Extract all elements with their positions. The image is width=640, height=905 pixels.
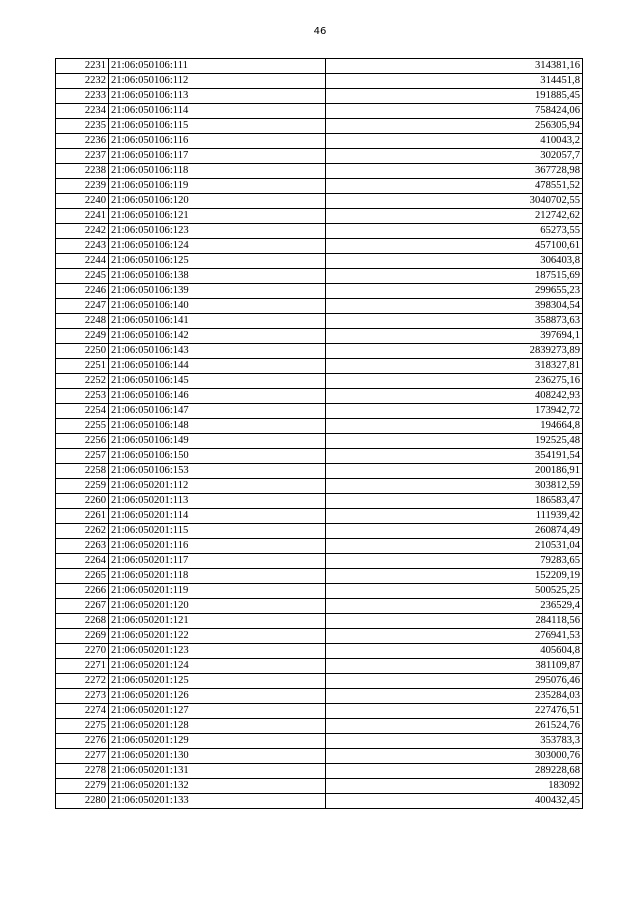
table-row (56, 509, 583, 524)
value-cell: 276941,53 (326, 629, 583, 644)
cadastral-number-cell: 21:06:050106:117 (109, 149, 326, 164)
cadastral-number-cell: 21:06:050106:146 (109, 389, 326, 404)
cadastral-number-cell: 21:06:050201:124 (109, 659, 326, 674)
table-row (56, 584, 583, 599)
row-number-cell: 2265 (56, 569, 109, 584)
table-row (56, 569, 583, 584)
table-row (56, 59, 583, 74)
value-cell: 303812,59 (326, 479, 583, 494)
row-number-cell: 2236 (56, 134, 109, 149)
row-number-cell: 2275 (56, 719, 109, 734)
cadastral-number-cell: 21:06:050106:118 (109, 164, 326, 179)
value-cell: 302057,7 (326, 149, 583, 164)
row-number-cell: 2255 (56, 419, 109, 434)
cadastral-number-cell: 21:06:050201:125 (109, 674, 326, 689)
table-row (56, 674, 583, 689)
cadastral-number-cell: 21:06:050106:145 (109, 374, 326, 389)
table-row (56, 239, 583, 254)
cadastral-number-cell: 21:06:050106:113 (109, 89, 326, 104)
row-number-cell: 2277 (56, 749, 109, 764)
value-cell: 354191,54 (326, 449, 583, 464)
cadastral-number-cell: 21:06:050201:130 (109, 749, 326, 764)
value-cell: 314381,16 (326, 59, 583, 74)
cadastral-number-cell: 21:06:050106:123 (109, 224, 326, 239)
value-cell: 318327,81 (326, 359, 583, 374)
table-row (56, 89, 583, 104)
value-cell: 111939,42 (326, 509, 583, 524)
cadastral-number-cell: 21:06:050201:118 (109, 569, 326, 584)
value-cell: 65273,55 (326, 224, 583, 239)
table-row (56, 644, 583, 659)
table-row (56, 374, 583, 389)
row-number-cell: 2279 (56, 779, 109, 794)
row-number-cell: 2260 (56, 494, 109, 509)
value-cell: 79283,65 (326, 554, 583, 569)
table-row (56, 194, 583, 209)
value-cell: 2839273,89 (326, 344, 583, 359)
row-number-cell: 2268 (56, 614, 109, 629)
row-number-cell: 2233 (56, 89, 109, 104)
row-number-cell: 2244 (56, 254, 109, 269)
value-cell: 256305,94 (326, 119, 583, 134)
value-cell: 260874,49 (326, 524, 583, 539)
cadastral-number-cell: 21:06:050106:149 (109, 434, 326, 449)
row-number-cell: 2253 (56, 389, 109, 404)
table-row (56, 779, 583, 794)
cadastral-number-cell: 21:06:050201:133 (109, 794, 326, 809)
table-row (56, 329, 583, 344)
cadastral-number-cell: 21:06:050106:147 (109, 404, 326, 419)
row-number-cell: 2274 (56, 704, 109, 719)
cadastral-number-cell: 21:06:050106:138 (109, 269, 326, 284)
row-number-cell: 2234 (56, 104, 109, 119)
cadastral-number-cell: 21:06:050106:120 (109, 194, 326, 209)
table-row (56, 299, 583, 314)
cadastral-number-cell: 21:06:050106:114 (109, 104, 326, 119)
row-number-cell: 2278 (56, 764, 109, 779)
value-cell: 367728,98 (326, 164, 583, 179)
value-cell: 500525,25 (326, 584, 583, 599)
table-row (56, 704, 583, 719)
value-cell: 397694,1 (326, 329, 583, 344)
page-number: 46 (313, 26, 327, 37)
value-cell: 358873,63 (326, 314, 583, 329)
row-number-cell: 2263 (56, 539, 109, 554)
row-number-cell: 2271 (56, 659, 109, 674)
table-row (56, 464, 583, 479)
row-number-cell: 2231 (56, 59, 109, 74)
cadastral-number-cell: 21:06:050201:129 (109, 734, 326, 749)
row-number-cell: 2248 (56, 314, 109, 329)
value-cell: 191885,45 (326, 89, 583, 104)
cadastral-number-cell: 21:06:050106:139 (109, 284, 326, 299)
value-cell: 299655,23 (326, 284, 583, 299)
row-number-cell: 2238 (56, 164, 109, 179)
table-row (56, 104, 583, 119)
cadastral-number-cell: 21:06:050106:125 (109, 254, 326, 269)
cadastral-number-cell: 21:06:050106:153 (109, 464, 326, 479)
row-number-cell: 2280 (56, 794, 109, 809)
cadastral-number-cell: 21:06:050106:116 (109, 134, 326, 149)
row-number-cell: 2272 (56, 674, 109, 689)
table-row (56, 179, 583, 194)
cadastral-number-cell: 21:06:050106:140 (109, 299, 326, 314)
cadastral-number-cell: 21:06:050106:143 (109, 344, 326, 359)
cadastral-number-cell: 21:06:050106:148 (109, 419, 326, 434)
value-cell: 186583,47 (326, 494, 583, 509)
row-number-cell: 2235 (56, 119, 109, 134)
value-cell: 235284,03 (326, 689, 583, 704)
table-row (56, 434, 583, 449)
cadastral-number-cell: 21:06:050106:115 (109, 119, 326, 134)
value-cell: 183092 (326, 779, 583, 794)
cadastral-number-cell: 21:06:050106:112 (109, 74, 326, 89)
cadastral-number-cell: 21:06:050201:132 (109, 779, 326, 794)
cadastral-number-cell: 21:06:050106:124 (109, 239, 326, 254)
cadastral-number-cell: 21:06:050106:142 (109, 329, 326, 344)
value-cell: 192525,48 (326, 434, 583, 449)
row-number-cell: 2273 (56, 689, 109, 704)
row-number-cell: 2264 (56, 554, 109, 569)
value-cell: 187515,69 (326, 269, 583, 284)
table-row (56, 494, 583, 509)
row-number-cell: 2259 (56, 479, 109, 494)
cadastral-number-cell: 21:06:050106:121 (109, 209, 326, 224)
row-number-cell: 2239 (56, 179, 109, 194)
cadastral-number-cell: 21:06:050201:122 (109, 629, 326, 644)
cadastral-number-cell: 21:06:050201:126 (109, 689, 326, 704)
row-number-cell: 2245 (56, 269, 109, 284)
value-cell: 284118,56 (326, 614, 583, 629)
cadastral-number-cell: 21:06:050106:144 (109, 359, 326, 374)
table-row (56, 614, 583, 629)
table-row (56, 344, 583, 359)
table-row (56, 359, 583, 374)
table-row (56, 74, 583, 89)
table-row (56, 764, 583, 779)
row-number-cell: 2251 (56, 359, 109, 374)
row-number-cell: 2266 (56, 584, 109, 599)
table-row (56, 149, 583, 164)
data-table (55, 58, 583, 809)
table-row (56, 119, 583, 134)
table-row (56, 479, 583, 494)
value-cell: 478551,52 (326, 179, 583, 194)
cadastral-number-cell: 21:06:050106:150 (109, 449, 326, 464)
cadastral-number-cell: 21:06:050201:114 (109, 509, 326, 524)
table-row (56, 224, 583, 239)
value-cell: 173942,72 (326, 404, 583, 419)
value-cell: 295076,46 (326, 674, 583, 689)
row-number-cell: 2241 (56, 209, 109, 224)
value-cell: 306403,8 (326, 254, 583, 269)
cadastral-number-cell: 21:06:050201:119 (109, 584, 326, 599)
table-row (56, 389, 583, 404)
table-row (56, 539, 583, 554)
cadastral-number-cell: 21:06:050201:113 (109, 494, 326, 509)
cadastral-number-cell: 21:06:050201:121 (109, 614, 326, 629)
row-number-cell: 2252 (56, 374, 109, 389)
value-cell: 398304,54 (326, 299, 583, 314)
value-cell: 200186,91 (326, 464, 583, 479)
cadastral-number-cell: 21:06:050201:127 (109, 704, 326, 719)
cadastral-number-cell: 21:06:050201:115 (109, 524, 326, 539)
row-number-cell: 2262 (56, 524, 109, 539)
row-number-cell: 2257 (56, 449, 109, 464)
row-number-cell: 2250 (56, 344, 109, 359)
row-number-cell: 2249 (56, 329, 109, 344)
table-row (56, 659, 583, 674)
value-cell: 194664,8 (326, 419, 583, 434)
row-number-cell: 2246 (56, 284, 109, 299)
row-number-cell: 2242 (56, 224, 109, 239)
row-number-cell: 2247 (56, 299, 109, 314)
table-row (56, 719, 583, 734)
table-row (56, 209, 583, 224)
value-cell: 408242,93 (326, 389, 583, 404)
row-number-cell: 2240 (56, 194, 109, 209)
row-number-cell: 2270 (56, 644, 109, 659)
row-number-cell: 2256 (56, 434, 109, 449)
value-cell: 381109,87 (326, 659, 583, 674)
row-number-cell: 2276 (56, 734, 109, 749)
value-cell: 236529,4 (326, 599, 583, 614)
table-row (56, 254, 583, 269)
row-number-cell: 2254 (56, 404, 109, 419)
table-row (56, 164, 583, 179)
table-row (56, 449, 583, 464)
table-row (56, 749, 583, 764)
row-number-cell: 2267 (56, 599, 109, 614)
row-number-cell: 2232 (56, 74, 109, 89)
table-row (56, 419, 583, 434)
value-cell: 261524,76 (326, 719, 583, 734)
table-row (56, 629, 583, 644)
cadastral-number-cell: 21:06:050201:131 (109, 764, 326, 779)
table-row (56, 794, 583, 809)
cadastral-number-cell: 21:06:050201:128 (109, 719, 326, 734)
table-row (56, 269, 583, 284)
value-cell: 210531,04 (326, 539, 583, 554)
table-row (56, 599, 583, 614)
table-row (56, 734, 583, 749)
table-row (56, 134, 583, 149)
row-number-cell: 2237 (56, 149, 109, 164)
value-cell: 457100,61 (326, 239, 583, 254)
row-number-cell: 2243 (56, 239, 109, 254)
value-cell: 400432,45 (326, 794, 583, 809)
row-number-cell: 2258 (56, 464, 109, 479)
cadastral-number-cell: 21:06:050201:117 (109, 554, 326, 569)
row-number-cell: 2269 (56, 629, 109, 644)
cadastral-number-cell: 21:06:050106:141 (109, 314, 326, 329)
value-cell: 405604,8 (326, 644, 583, 659)
value-cell: 410043,2 (326, 134, 583, 149)
table-row (56, 284, 583, 299)
value-cell: 353783,3 (326, 734, 583, 749)
value-cell: 152209,19 (326, 569, 583, 584)
cadastral-number-cell: 21:06:050201:120 (109, 599, 326, 614)
value-cell: 289228,68 (326, 764, 583, 779)
cadastral-number-cell: 21:06:050106:119 (109, 179, 326, 194)
table-body (56, 59, 583, 809)
cadastral-number-cell: 21:06:050201:112 (109, 479, 326, 494)
value-cell: 303000,76 (326, 749, 583, 764)
row-number-cell: 2261 (56, 509, 109, 524)
value-cell: 236275,16 (326, 374, 583, 389)
cadastral-number-cell: 21:06:050106:111 (109, 59, 326, 74)
value-cell: 314451,8 (326, 74, 583, 89)
cadastral-number-cell: 21:06:050201:123 (109, 644, 326, 659)
table-row (56, 524, 583, 539)
table-row (56, 314, 583, 329)
cadastral-number-cell: 21:06:050201:116 (109, 539, 326, 554)
value-cell: 3040702,55 (326, 194, 583, 209)
table-row (56, 404, 583, 419)
value-cell: 227476,51 (326, 704, 583, 719)
value-cell: 212742,62 (326, 209, 583, 224)
value-cell: 758424,06 (326, 104, 583, 119)
table-row (56, 554, 583, 569)
table-row (56, 689, 583, 704)
